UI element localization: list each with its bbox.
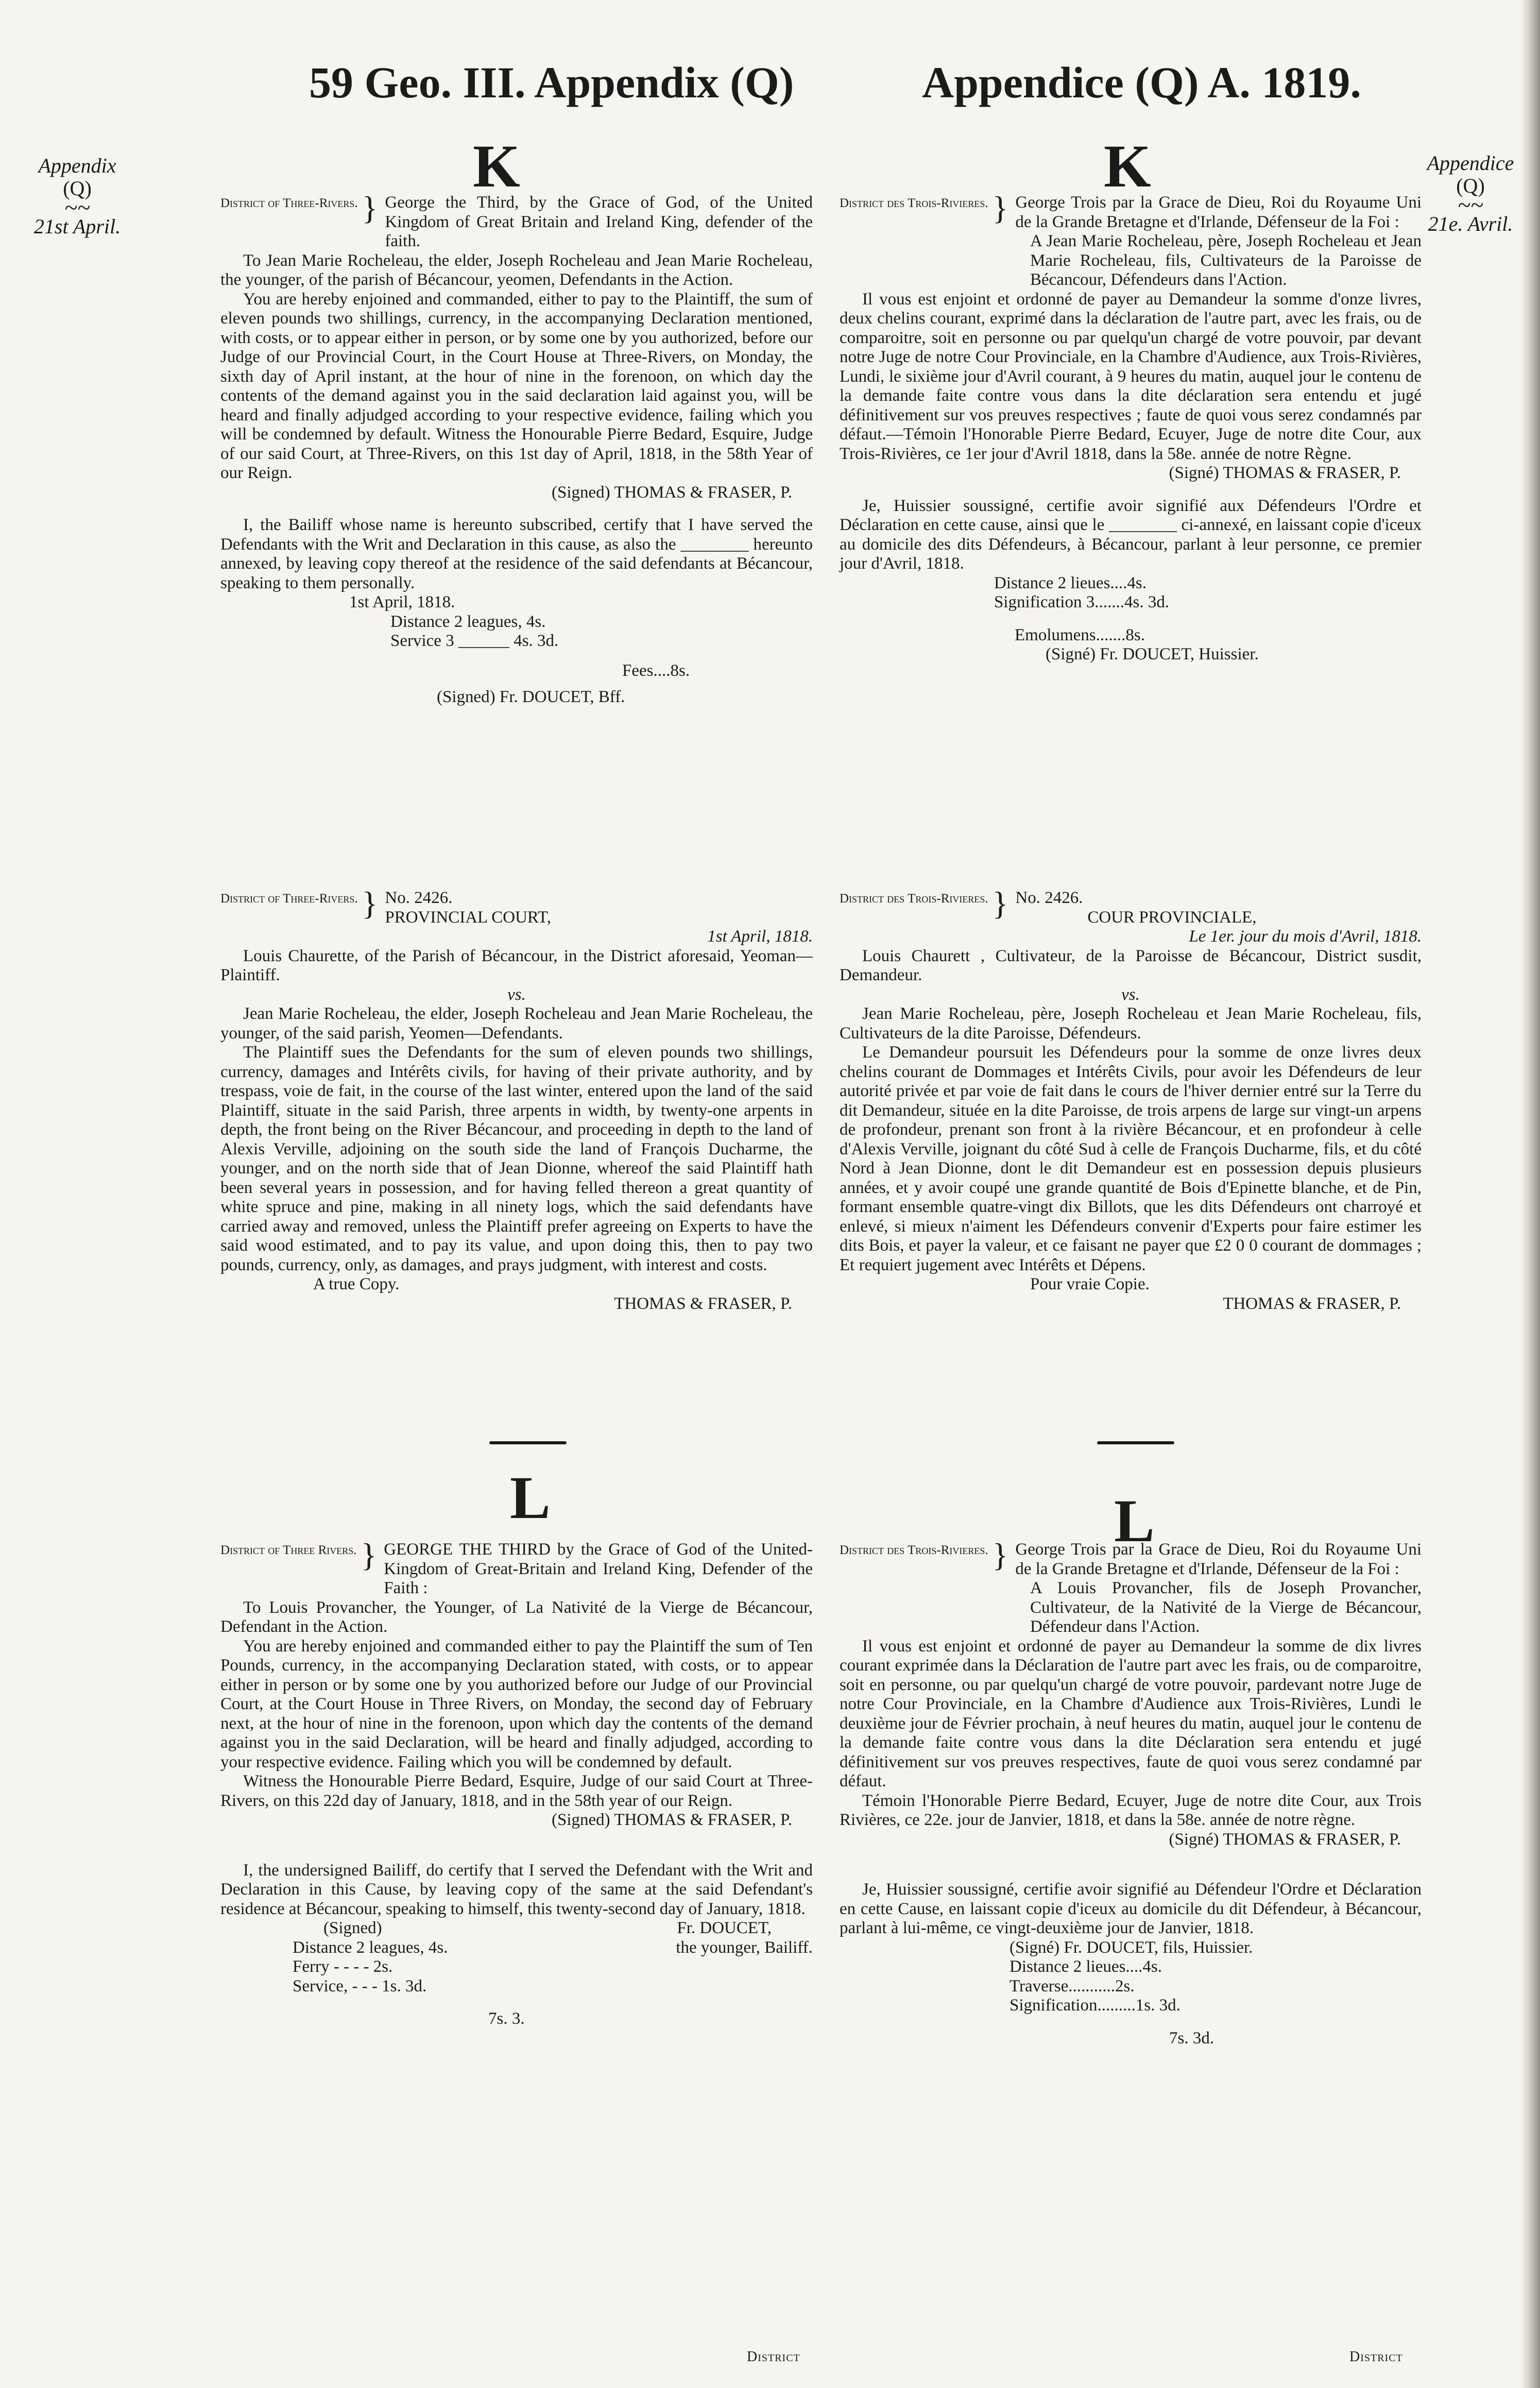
margin-note-right-line2: (Q)	[1456, 174, 1485, 197]
writ-intro: George the Third, by the Grace of God, of the United Kingdom of Great Britain and Ireland King, defender of the faith.	[385, 193, 813, 250]
section-letter-k-left: K	[473, 132, 520, 200]
brace-icon: }	[362, 885, 378, 922]
writ-address: To Jean Marie Rocheleau, the elder, Joseph Rocheleau and Jean Marie Rocheleau, the younger, of the parish of Bécancour, yeomen, Defendants in the Action.	[220, 251, 813, 289]
writ-intro: George Trois par la Grace de Dieu, Roi du Royaume Uni de la Grande Bretagne et d'Irlande, Défenseur de la Foi :	[1015, 193, 1422, 231]
margin-note-left-date: 21st April.	[33, 215, 121, 238]
writ-signature: (Signed) THOMAS & FRASER, P.	[552, 483, 792, 502]
declaration-date: 1st April, 1818.	[707, 927, 813, 946]
fee-total: Emolumens.......8s.	[1015, 625, 1145, 644]
catchword-right: District	[1349, 2349, 1403, 2365]
bailiff-certificate: I, the Bailiff whose name is hereunto subscribed, certify that I have served the Defendants with the Writ and Declaration in this cause, as also the ________ hereunto annexed, by leaving copy thereof at the residence of the said defendants at Bécancour, speaking to them personally.	[220, 516, 813, 592]
writ-intro: George Trois par la Grace de Dieu, Roi du Royaume Uni de la Grande Bretagne et d'Irlande, Défenseur de la Foi :	[1015, 1540, 1422, 1578]
writ-address: A Jean Marie Rocheleau, père, Joseph Rocheleau et Jean Marie Rocheleau, fils, Cultivateurs de la Paroisse de Bécancour, Défendeurs dans l'Action.	[1030, 232, 1422, 289]
section-l-french	[840, 1537, 1422, 2048]
writ-body: You are hereby enjoined and commanded, either to pay to the Plaintiff, the sum of eleven pounds two shillings, currency, in the accompanying Declaration mentioned, with costs, or to appear either in person, or by some one by you authorized, before our Judge of our Provincial Court, in the Court House at Three-Rivers, on Monday, the sixth day of April instant, at the hour of nine in the forenoon, on which day the contents of the demand against you in the said declaration laid against you, will be heard and finally adjudged according to your respective evidence, failing which you will be condemned by default. Witness the Honourable Pierre Bedard, Esquire, Judge of our said Court, at Three-Rivers, on this 1st day of April, 1818, in the 58th Year of our Reign.	[220, 289, 813, 482]
section-k-english	[220, 190, 813, 707]
writ-intro: GEORGE THE THIRD by the Grace of God of the United-Kingdom of Great-Britain and Ireland King, Defender of the Faith :	[384, 1540, 813, 1597]
writ-body: Il vous est enjoint et ordonné de payer au Demandeur la somme d'onze livres, deux chelins courant, exprimé dans la déclaration de l'autre part, avec les frais, ou de comparoitre, soit en personne ou par quelqu'un chargé de votre pouvoir, par devant notre Juge de notre Cour Provinciale, en la Chambre d'Audience, aux Trois-Rivières, Lundi, le sixième jour d'Avril courant, à 9 heures du matin, auquel jour le contenu de la demande faite contre vous dans la dite déclaration sera entendu et jugé définitivement sur vos preuves respectives ; faute de quoi vous serez condamnés par défaut.—Témoin l'Honorable Pierre Bedard, Ecuyer, Juge de notre dite Cour, aux Trois-Rivières, ce 1er jour d'Avril 1818, dans la 58e. année de notre Règne.	[840, 289, 1422, 463]
fee-ferry: Ferry - - - - 2s.	[293, 1957, 393, 1976]
bailiff-signature: (Signed) Fr. DOUCET, Bff.	[437, 688, 625, 706]
bailiff-title: the younger, Bailiff.	[676, 1938, 813, 1957]
brace-icon: }	[361, 1537, 377, 1573]
section-k-french	[840, 190, 1422, 664]
court-name: COUR PROVINCIALE,	[1087, 908, 1257, 927]
bailiff-name: Fr. DOUCET,	[677, 1919, 772, 1937]
writ-witness: Témoin l'Honorable Pierre Bedard, Ecuyer, Juge de notre dite Cour, aux Trois Rivières, ce 22e. jour de Janvier, 1818, et dans la 58e. année de notre règne.	[840, 1791, 1422, 1829]
writ-body: You are hereby enjoined and commanded either to pay the Plaintiff the sum of Ten Pounds, currency, in the accompanying Declaration stated, with costs, or to appear either in person or by some one by you authorized before our Judge of our Provincial Court, at the Court House in Three Rivers, on Monday, the second day of February next, at the hour of nine in the forenoon, upon which day the contents of the demand against you in the said Declaration, will be heard and finally adjudged, according to your respective evidence. Failing which you will be condemned by default.	[220, 1636, 813, 1771]
fee-distance: Distance 2 leagues, 4s.	[293, 1938, 448, 1957]
declaration-date: Le 1er. jour du mois d'Avril, 1818.	[1189, 927, 1422, 946]
fee-signification: Signification 3.......4s. 3d.	[994, 593, 1170, 611]
declaration-signature: THOMAS & FRASER, P.	[1223, 1294, 1401, 1313]
case-number: No. 2426.	[1015, 889, 1083, 907]
court-name: PROVINCIAL COURT,	[385, 908, 551, 927]
fee-traverse: Traverse...........2s.	[1009, 1976, 1135, 1995]
versus: vs.	[1121, 985, 1140, 1004]
running-header-right: Appendice (Q) A. 1819.	[922, 58, 1361, 107]
certificate-signed-label: (Signed)	[323, 1919, 382, 1937]
margin-note-left-line2: (Q)	[63, 177, 92, 200]
brace-icon: }	[992, 1537, 1008, 1573]
writ-signature: (Signé) THOMAS & FRASER, P.	[1169, 1830, 1401, 1849]
fee-distance: Distance 2 leagues, 4s.	[390, 612, 546, 631]
bailiff-signature: (Signé) Fr. DOUCET, fils, Huissier.	[1009, 1938, 1253, 1957]
true-copy: A true Copy.	[313, 1275, 400, 1293]
true-copy: Pour vraie Copie.	[1030, 1275, 1150, 1293]
writ-signature: (Signé) THOMAS & FRASER, P.	[1169, 464, 1401, 482]
section-divider-right	[1097, 1441, 1174, 1444]
district-label: District of Three-Rivers.	[220, 892, 358, 906]
district-label: District of Three-Rivers.	[220, 196, 358, 210]
defendants: Jean Marie Rocheleau, the elder, Joseph Rocheleau and Jean Marie Rocheleau, the younger, of the said parish, Yeomen—Defendants.	[220, 1004, 813, 1043]
declaration-k-english	[220, 885, 813, 1314]
defendants: Jean Marie Rocheleau, père, Joseph Rocheleau et Jean Marie Rocheleau, fils, Cultivateurs de la dite Paroisse, Défendeurs.	[840, 1004, 1422, 1043]
fee-signification: Signification.........1s. 3d.	[1009, 1996, 1180, 2015]
margin-note-right	[1419, 152, 1522, 235]
declaration-body: Le Demandeur poursuit les Défendeurs pour la somme de onze livres deux chelins courant de Dommages et Intérêts Civils, pour avoir les Défendeurs de leur autorité privée et par voie de fait dans le cours de l'hiver dernier entré sur la Terre du dit Demandeur, située en la dite Paroisse, de trois arpens de large sur vingt-un arpens de profondeur, prenant son front à la rivière Bécancour, et en profondeur à celle d'Alexis Verville, joignant du côté Sud à celle de François Ducharme, fils, et du côté Nord à Jean Dionne, dont le dit Demandeur est en possession depuis plusieurs années, et y avoir coupé une grande quantité de Bois d'Epinette blanche, et de Pin, formant ensemble quatre-vingt dix Billots, que les dits Défendeurs ont charroyé et enlevé, si mieux n'aiment les Défendeurs convenir d'Experts pour faire estimer les dits Bois, et payer la valeur, et ce faisant ne payer que £2 0 0 courant de dommages ; Et requiert jugement avec Intérêts et Dépens.	[840, 1043, 1422, 1274]
fee-service: Service 3 ______ 4s. 3d.	[390, 632, 559, 650]
brace-icon: }	[992, 885, 1008, 922]
case-number: No. 2426.	[385, 889, 453, 907]
bailiff-certificate: Je, Huissier soussigné, certifie avoir signifié au Défendeur l'Ordre et Déclaration en cette Cause, en laissant copie d'iceux au domicile du dit Défendeur, à Bécancour, parlant à lui-même, ce vingt-deuxième jour de Janvier, 1818.	[840, 1880, 1422, 1937]
writ-body: Il vous est enjoint et ordonné de payer au Demandeur la somme de dix livres courant exprimée dans la Déclaration de l'autre part avec les frais, ou de comparoitre, soit en personne, ou par quelqu'un chargé de votre pouvoir, pardevant notre Juge de notre Cour Provinciale, en la Chambre d'Audience aux Trois-Rivières, Lundi le deuxième jour de Février prochain, à neuf heures du matin, auquel jour le contenu de la demande faite contre vous dans la dite Déclaration sera entendu et jugé définitivement sur vos preuves respectives, faute de quoi vous serez condamné par défaut.	[840, 1636, 1422, 1790]
writ-signature: (Signed) THOMAS & FRASER, P.	[552, 1811, 792, 1829]
bailiff-signature: (Signé) Fr. DOUCET, Huissier.	[1046, 645, 1259, 663]
section-letter-k-right: K	[1104, 132, 1151, 200]
plaintiff: Louis Chaurett , Cultivateur, de la Paroisse de Bécancour, District susdit, Demandeur.	[840, 946, 1422, 984]
catchword-left: District	[747, 2349, 800, 2365]
declaration-k-french	[840, 885, 1422, 1314]
margin-note-right-line1: Appendice	[1427, 151, 1514, 175]
section-letter-l-left: L	[510, 1464, 551, 1531]
certificate-date: 1st April, 1818.	[349, 593, 455, 611]
fee-total: 7s. 3.	[488, 2009, 525, 2028]
section-letter-l-right: L	[1114, 1487, 1155, 1555]
plaintiff: Louis Chaurette, of the Parish of Bécancour, in the District aforesaid, Yeoman—Plaintiff.	[220, 946, 813, 984]
district-label: District des Trois-Rivieres.	[840, 196, 988, 210]
district-label: District of Three Rivers.	[220, 1543, 357, 1557]
section-l-english	[220, 1537, 813, 2029]
running-header-left: 59 Geo. III. Appendix (Q)	[309, 58, 794, 107]
brace-icon: }	[362, 190, 378, 226]
bailiff-certificate: I, the undersigned Bailiff, do certify that I served the Defendant with the Writ and Declaration in this Cause, by leaving copy of the same at the said Defendant's residence at Bécancour, speaking to himself, this twenty-second day of January, 1818.	[220, 1861, 813, 1918]
fee-total: Fees....8s.	[622, 661, 690, 680]
page-binding-edge	[1520, 0, 1540, 2388]
margin-note-left	[26, 155, 129, 238]
district-label: District des Trois-Rivieres.	[840, 1543, 988, 1557]
brace-icon: }	[992, 190, 1008, 226]
fee-distance: Distance 2 lieues....4s.	[1009, 1957, 1162, 1976]
swirl-ornament-icon: ~~	[1458, 192, 1483, 218]
bailiff-certificate: Je, Huissier soussigné, certifie avoir signifié aux Défendeurs l'Ordre et Déclaration en cette cause, ainsi que le ________ ci-annexé, en laissant copie d'iceux au domicile des dits Défendeurs, à Bécancour, parlant à leur personne, ce premier jour d'Avril, 1818.	[840, 496, 1422, 573]
margin-note-left-line1: Appendix	[38, 154, 116, 177]
declaration-body: The Plaintiff sues the Defendants for the sum of eleven pounds two shillings, currency, damages and Intérêts civils, for having of their private authority, and by trespass, voie de fait, in the course of the last winter, entered upon the land of the said Plaintiff, situate in the said Parish, three arpents in width, by twenty-one arpents in depth, the front being on the River Bécancour, and proceeding in depth to the land of Alexis Verville, adjoining on the south side the land of François Ducharme, the younger, and on the north side that of Jean Dionne, whereof the said Plaintiff hath been several years in possession, and for having felled thereon a great quantity of white spruce and pine, making in all ninety logs, which the said defendants have carried away and removed, unless the Plaintiff prefer agreeing on Experts to have the said wood estimated, and to pay its value, and upon doing this, then to pay two pounds, currency, only, as damages, and prays judgment, with interest and costs.	[220, 1043, 813, 1274]
fee-service: Service, - - - 1s. 3d.	[293, 1976, 427, 1995]
fee-total: 7s. 3d.	[1169, 2028, 1214, 2048]
versus: vs.	[507, 985, 526, 1004]
district-label: District des Trois-Rivieres.	[840, 892, 988, 906]
fee-distance: Distance 2 lieues....4s.	[994, 573, 1147, 592]
writ-witness: Witness the Honourable Pierre Bedard, Esquire, Judge of our said Court at Three-Rivers, on this 22d day of January, 1818, and in the 58th year of our Reign.	[220, 1772, 813, 1810]
writ-address: A Louis Provancher, fils de Joseph Provancher, Cultivateur, de la Nativité de la Vierge de Bécancour, Défendeur dans l'Action.	[1030, 1579, 1422, 1636]
declaration-signature: THOMAS & FRASER, P.	[614, 1294, 792, 1313]
margin-note-right-date: 21e. Avril.	[1428, 212, 1513, 235]
writ-address: To Louis Provancher, the Younger, of La Nativité de la Vierge de Bécancour, Defendant in the Action.	[220, 1598, 813, 1636]
swirl-ornament-icon: ~~	[64, 194, 90, 220]
section-divider-left	[489, 1441, 567, 1444]
